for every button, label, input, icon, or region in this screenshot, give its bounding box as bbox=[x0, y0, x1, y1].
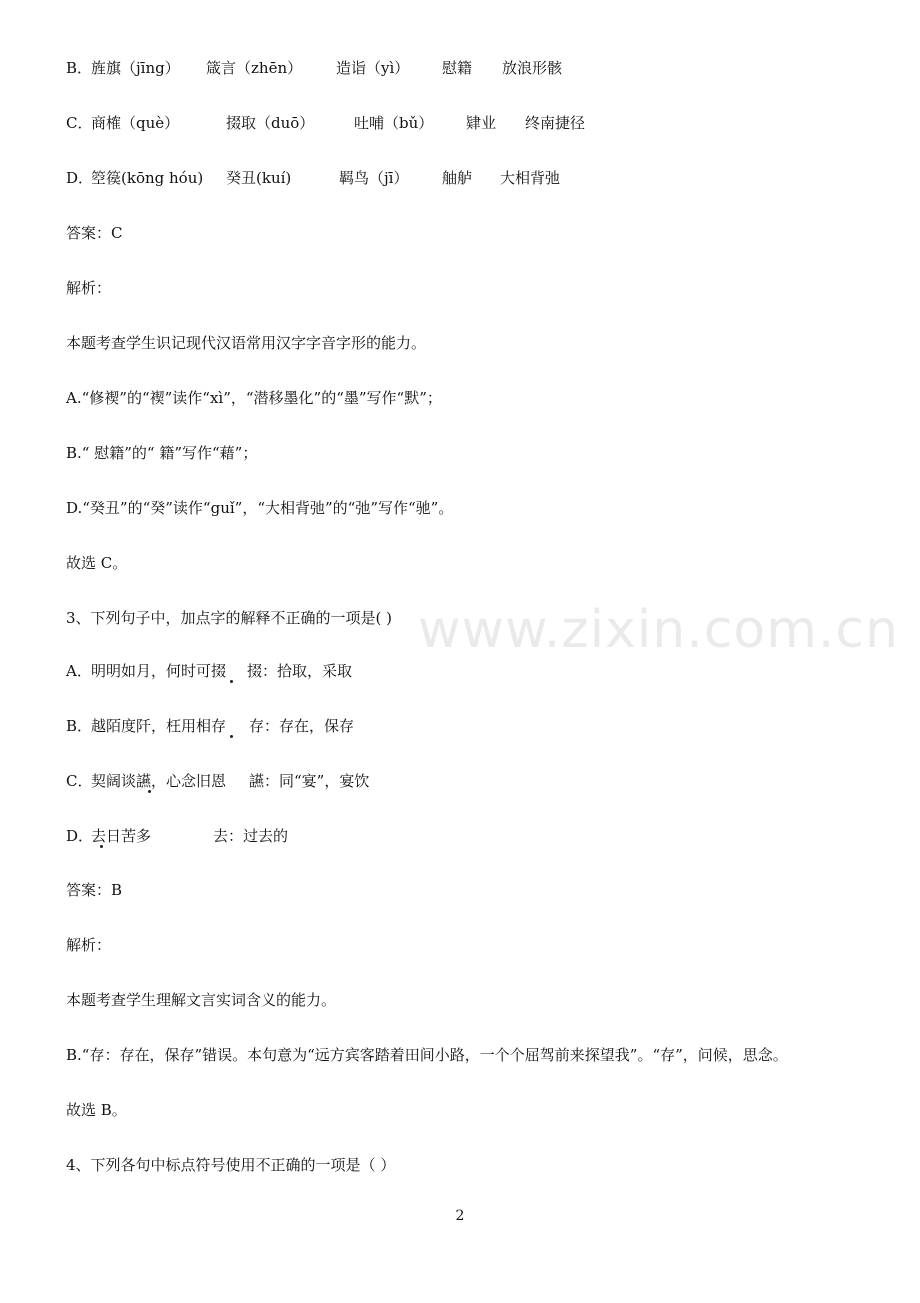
option-gloss: 讌：同“宴”，宴饮 bbox=[249, 772, 370, 790]
option-gloss: 掇：拾取，采取 bbox=[247, 662, 353, 680]
option-sentence: 明明如月，何时可掇 bbox=[91, 662, 227, 680]
option-item: 大相背弛 bbox=[500, 169, 561, 187]
question-title: 3、下列句子中，加点字的解释不正确的一项是( ) bbox=[66, 609, 393, 627]
option-letter: D． bbox=[66, 827, 94, 845]
option-item: 商榷（què） bbox=[91, 114, 180, 132]
option-sentence: 越陌度阡，枉用相存 bbox=[91, 717, 227, 735]
emphasis-dot bbox=[230, 735, 233, 738]
option-gloss: 存：存在，保存 bbox=[249, 717, 355, 735]
option-item: 吐哺（bǔ） bbox=[354, 114, 434, 132]
option-letter: A． bbox=[66, 662, 92, 680]
conclusion-text: 故选 C。 bbox=[66, 554, 128, 572]
option-item: 羁鸟（jī） bbox=[339, 169, 409, 187]
option-letter: B． bbox=[66, 717, 93, 735]
emphasis-dot bbox=[230, 680, 233, 683]
answer-line: 答案：B bbox=[66, 881, 123, 899]
page-number: 2 bbox=[455, 1208, 465, 1224]
conclusion-text: 故选 B。 bbox=[66, 1101, 127, 1119]
option-letter: B． bbox=[66, 59, 93, 77]
emphasis-dot bbox=[148, 790, 151, 793]
option-letter: C． bbox=[66, 772, 93, 790]
option-gloss: 去：过去的 bbox=[213, 827, 289, 845]
option-item: 舳舻 bbox=[442, 169, 473, 187]
option-item: 旌旗（jīng） bbox=[91, 59, 180, 77]
analysis-text: D.“癸丑”的“癸”读作“guǐ”，“大相背弛”的“弛”写作“驰”。 bbox=[66, 499, 454, 517]
answer-line: 答案：C bbox=[66, 224, 123, 242]
option-item: 箴言（zhēn） bbox=[206, 59, 303, 77]
watermark: www.zixin.com.cn bbox=[418, 600, 899, 660]
analysis-text: 本题考查学生识记现代汉语常用汉字字音字形的能力。 bbox=[66, 334, 427, 352]
option-sentence: 去日苦多 bbox=[91, 827, 152, 845]
analysis-text: A.“修褉”的“褉”读作“xì”，“潜移墨化”的“墨”写作“默”； bbox=[66, 389, 442, 407]
question-title: 4、下列各句中标点符号使用不正确的一项是（ ） bbox=[66, 1156, 396, 1174]
option-item: 箜篌(kōng hóu) bbox=[91, 169, 204, 187]
analysis-text: B.“存：存在，保存”错误。本句意为“远方宾客踏着田间小路，一个个屈驾前来探望我”。“存”，问候，思念。 bbox=[66, 1046, 788, 1064]
option-item: 癸丑(kuí) bbox=[226, 169, 292, 187]
emphasis-dot bbox=[100, 845, 103, 848]
analysis-label: 解析： bbox=[66, 936, 112, 954]
option-item: 慰籍 bbox=[442, 59, 473, 77]
option-item: 放浪形骸 bbox=[502, 59, 563, 77]
analysis-text: 本题考查学生理解文言实词含义的能力。 bbox=[66, 991, 337, 1009]
analysis-text: B.“ 慰籍”的“ 籍”写作“藉”； bbox=[66, 444, 258, 462]
option-sentence: 契阔谈讌，心念旧恩 bbox=[91, 772, 227, 790]
option-letter: D． bbox=[66, 169, 94, 187]
option-item: 肄业 bbox=[466, 114, 497, 132]
option-letter: C． bbox=[66, 114, 93, 132]
analysis-label: 解析： bbox=[66, 279, 112, 297]
option-item: 造诣（yì） bbox=[336, 59, 410, 77]
option-item: 掇取（duō） bbox=[226, 114, 315, 132]
option-item: 终南捷径 bbox=[525, 114, 586, 132]
